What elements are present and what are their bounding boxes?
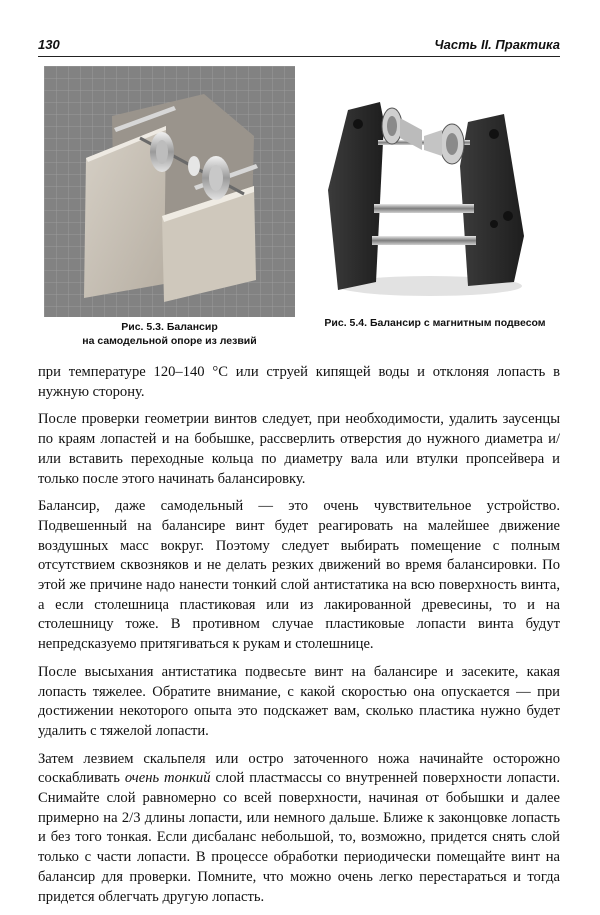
figure-5-3-caption-line1: Балансир: [166, 321, 218, 333]
running-title: Часть II. Практика: [434, 37, 560, 52]
paragraph-5: [38, 750, 560, 908]
paragraph-5-emphasis: очень тонкий: [124, 770, 211, 787]
paragraph-5-part-b: слой пластмассы со внутренней поверхности лопасти. Снимайте слой равномерно со всей поверхности, начиная от бобышки и далее примерно на 2/3 длины лопасти, или немного дальше. Ближе к законцовке лопасть и без того тонкая. Если дисбаланс небольшой, то, возможно, придется снять слой только с части лопасти. В процессе обработки периодически помещайте винт на балансир для проверки. Помните, что можно очень легко перестараться и тогда придется облегчать другую лопасть.: [38, 770, 560, 905]
figure-5-3-caption-line2: на самодельной опоре из лезвий: [82, 335, 257, 347]
figure-5-4-caption-line1: Балансир с магнитным подвесом: [370, 317, 546, 329]
figure-5-4-caption: [300, 316, 570, 330]
page-number: 130: [38, 37, 60, 52]
page-header: [38, 36, 560, 57]
figure-5-4-photo: [318, 86, 536, 304]
figure-5-4-label: Рис. 5.4.: [324, 317, 368, 329]
magnetic-balancer-image: [318, 86, 536, 304]
body-text: [38, 363, 560, 915]
balancer-blade-support-image: [44, 66, 295, 317]
paragraph-1: при температуре 120–140 °С или струей кипящей воды и отклоняя лопасть в нужную сторону.: [38, 364, 560, 400]
paragraph-4: После высыхания антистатика подвесьте винт на балансире и засеките, какая лопасть тяжелее. Обратите внимание, с какой скоростью она опускается — при достижении некоторого опыта это подскажет вам, сколько пластика нужно будет удалить с тяжелой лопасти.: [38, 663, 560, 739]
figure-5-3-photo: [44, 66, 295, 317]
figure-5-3-label: Рис. 5.3.: [121, 321, 164, 333]
paragraph-2: После проверки геометрии винтов следует, при необходимости, удалить заусенцы по краям лопастей и на бобышке, рассверлить отверстия до нужного диаметра и/или вставить переходные кольца по диаметру вала или втулки пропсейвера и только после этого начинать балансировку.: [38, 411, 560, 487]
figure-5-3-caption: [44, 320, 295, 348]
paragraph-5-part-a: Затем лезвием скальпеля или остро заточенного ножа начинайте осторожно соскабливать: [38, 750, 560, 787]
paragraph-3: Балансир, даже самодельный — это очень чувствительное устройство. Подвешенный на балансире винт будет реагировать на малейшее движение воздушных масс вокруг. Поэтому следует выбирать помещение с полным отсутствием сквозняков и не делать резких движений во время балансировки. По этой же причине надо нанести тонкий слой антистатика на всю поверхность винта, а если столешница пластиковая или из лакированной древесины, то и на столешницу тоже. В противном случае пластиковые лопасти винта будут непредсказуемо притягиваться к рукам и столешнице.: [38, 498, 560, 653]
